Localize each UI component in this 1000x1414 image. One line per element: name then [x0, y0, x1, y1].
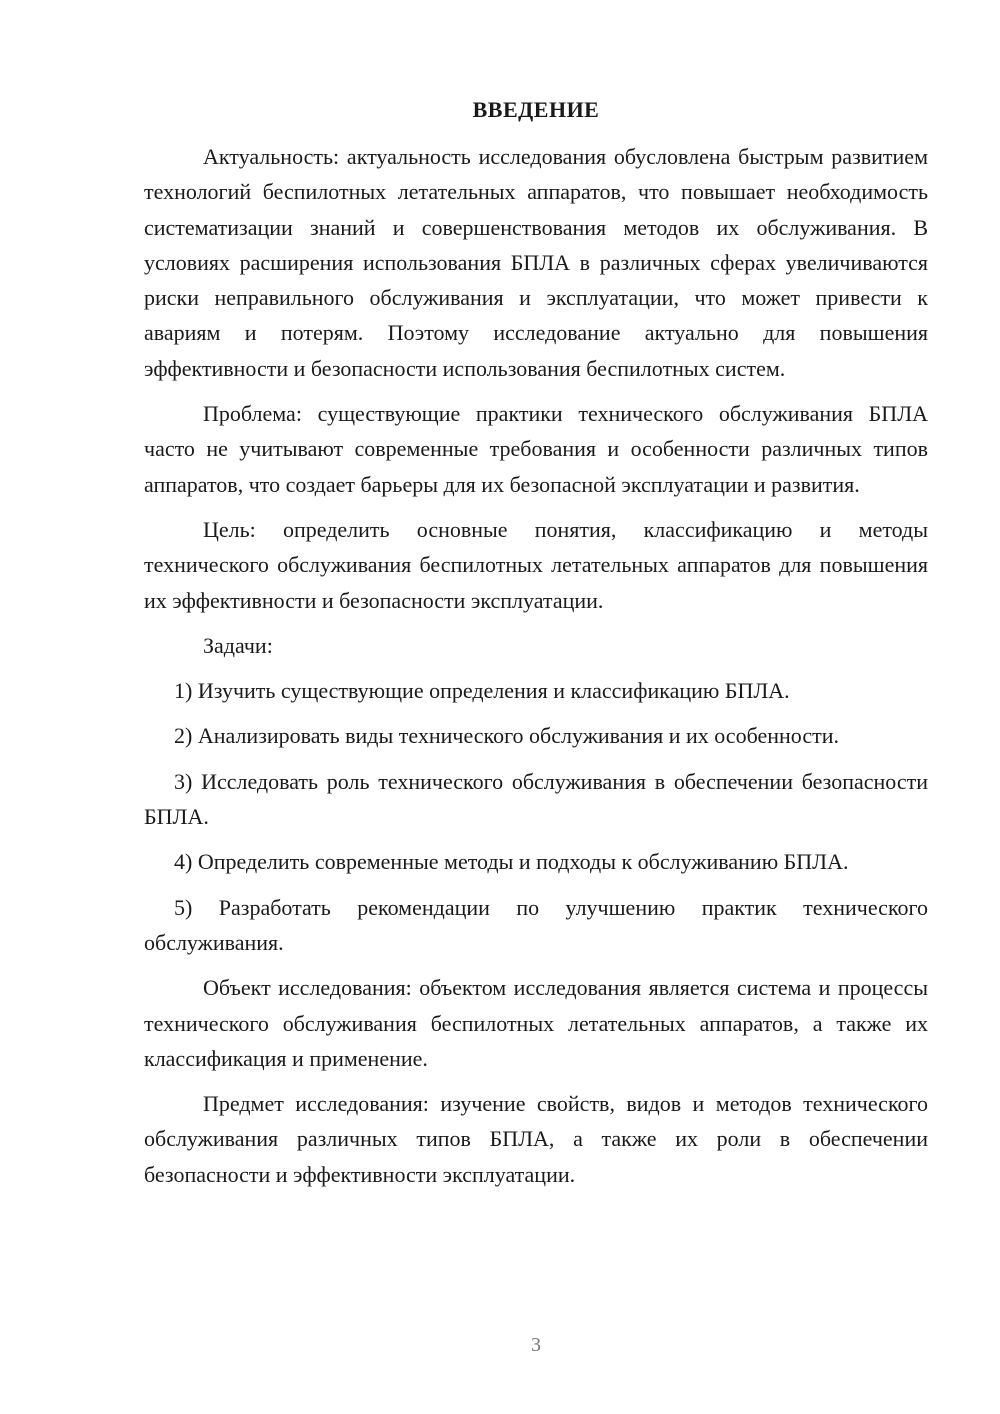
subject-paragraph: Предмет исследования: изучение свойств, видов и методов технического обслуживания различных типов БПЛА, а также их роли в обеспечении безопасности и эффективности эксплуатации. [144, 1091, 928, 1187]
task-item-3: 3) Исследовать роль технического обслуживания в обеспечении безопасности БПЛА. [144, 768, 928, 830]
task-item-1: 1) Изучить существующие определения и классификацию БПЛА. [174, 678, 790, 704]
object-paragraph: Объект исследования: объектом исследования является система и процессы технического обслуживания беспилотных летательных аппаратов, а также их классификация и применение. [144, 975, 928, 1071]
relevance-paragraph: Актуальность: актуальность исследования обусловлена быстрым развитием технологий беспилотных летательных аппаратов, что повышает необходимость систематизации знаний и совершенствования методов их обслуживания. В условиях расширения использования БПЛА в различных сферах увеличиваются риски неправильного обслуживания и эксплуатации, что может привести к авариям и потерям. Поэтому исследование актуально для повышения эффективности и безопасности использования беспилотных систем. [144, 144, 928, 381]
document-page [144, 95, 928, 1202]
task-item-2: 2) Анализировать виды технического обслуживания и их особенности. [174, 723, 839, 749]
task-item-4: 4) Определить современные методы и подходы к обслуживанию БПЛА. [174, 849, 849, 875]
tasks-heading: Задачи: [203, 632, 273, 658]
problem-paragraph: Проблема: существующие практики технического обслуживания БПЛА часто не учитывают современные требования и особенности различных типов аппаратов, что создает барьеры для их безопасной эксплуатации и развития. [144, 401, 928, 497]
task-item-5: 5) Разработать рекомендации по улучшению практик технического обслуживания. [144, 894, 928, 955]
page-number: 3 [531, 1334, 541, 1356]
goal-paragraph: Цель: определить основные понятия, классификацию и методы технического обслуживания беспилотных летательных аппаратов для повышения их эффективности и безопасности эксплуатации. [144, 516, 928, 613]
section-title: ВВЕДЕНИЕ [472, 97, 600, 122]
